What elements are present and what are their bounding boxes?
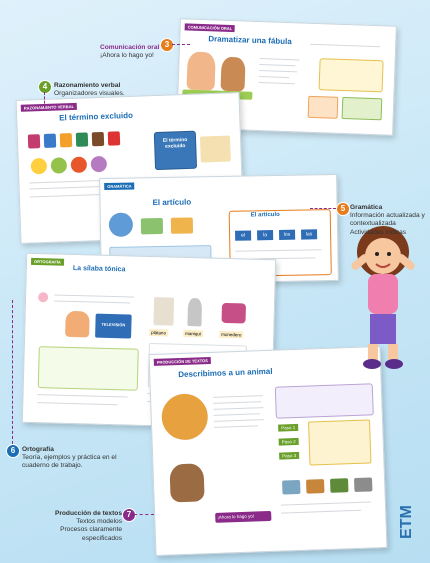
page-tab: GRAMÁTICA bbox=[104, 182, 135, 190]
dog-illustration bbox=[169, 463, 204, 502]
connector-line bbox=[12, 300, 13, 444]
callout-line: especificados bbox=[82, 534, 122, 542]
word-label: maniquí bbox=[183, 330, 203, 338]
callout-number-6: 6 bbox=[6, 444, 20, 458]
callout-ortografia bbox=[22, 446, 124, 471]
step-label: Paso 2 bbox=[279, 438, 299, 446]
brand-logo: ETM bbox=[398, 505, 415, 539]
term-box-label: El término excluido bbox=[162, 136, 188, 150]
callout-line: Textos modelos bbox=[76, 518, 122, 526]
lion-illustration bbox=[161, 393, 209, 441]
callout-number-7: 7 bbox=[122, 508, 136, 522]
callout-title: Ortografía bbox=[22, 446, 54, 453]
page-tab: PRODUCCIÓN DE TEXTOS bbox=[154, 357, 211, 366]
step-label: Paso 3 bbox=[279, 452, 299, 460]
page-title: La sílaba tónica bbox=[72, 264, 126, 274]
green-box bbox=[342, 97, 383, 120]
callout-number-4: 4 bbox=[38, 80, 52, 94]
callout-gramatica bbox=[350, 204, 428, 237]
connector-line bbox=[310, 208, 336, 209]
page-title: Dramatizar una fábula bbox=[208, 34, 292, 47]
page-title: El artículo bbox=[152, 197, 192, 208]
connector-line bbox=[134, 514, 154, 515]
page-produccion-de-textos bbox=[149, 346, 388, 556]
note-label: ¡Ahora lo hago yo! bbox=[217, 513, 255, 520]
orange-box bbox=[308, 96, 339, 119]
article-card: los bbox=[279, 230, 295, 240]
word-label: monedero bbox=[219, 331, 243, 339]
girl-mascot bbox=[338, 222, 428, 372]
callout-text: Información actualizada y contextualizada Actividades lúdicas bbox=[350, 212, 425, 236]
callout-text: Teoría, ejemplos y práctica en el cuaderno de trabajo. bbox=[22, 454, 117, 470]
callout-title: Razonamiento verbal bbox=[54, 82, 121, 89]
callout-title: Comunicación oral bbox=[100, 44, 160, 51]
connector-line bbox=[44, 92, 45, 108]
page-tab: RAZONAMIENTO VERBAL bbox=[21, 103, 77, 112]
callout-title: Producción de textos bbox=[54, 510, 122, 517]
callout-razonamiento-verbal bbox=[54, 82, 150, 98]
article-card: la bbox=[257, 230, 273, 240]
page-title: El término excluido bbox=[59, 110, 134, 123]
page-tab: ORTOGRAFÍA bbox=[31, 258, 64, 266]
page-tab: COMUNICACIÓN ORAL bbox=[185, 23, 236, 32]
callout-title: Gramática bbox=[350, 204, 383, 211]
page-title: Describimos a un animal bbox=[178, 366, 273, 380]
callout-text: Organizadores visuales. bbox=[54, 90, 125, 98]
illustration-girl bbox=[187, 52, 216, 91]
callout-text: ¡Ahora lo hago yo! bbox=[100, 52, 154, 60]
callout-number-3: 3 bbox=[160, 38, 174, 52]
article-box-title: El artículo bbox=[250, 211, 280, 219]
word-label: plátano bbox=[149, 329, 168, 336]
callout-line: Procesos claramente bbox=[60, 526, 122, 534]
callout-produccion-de-textos bbox=[40, 510, 122, 543]
connector-line bbox=[172, 44, 190, 45]
step-label: Paso 1 bbox=[278, 424, 298, 432]
article-card: el bbox=[235, 230, 251, 240]
callout-comunicacion-oral bbox=[100, 44, 164, 60]
article-card: las bbox=[301, 229, 317, 239]
illustration-boy bbox=[220, 57, 245, 92]
tv-word: TELEVISIÓN bbox=[101, 321, 126, 328]
callout-number-5: 5 bbox=[336, 202, 350, 216]
question-box bbox=[319, 58, 384, 92]
